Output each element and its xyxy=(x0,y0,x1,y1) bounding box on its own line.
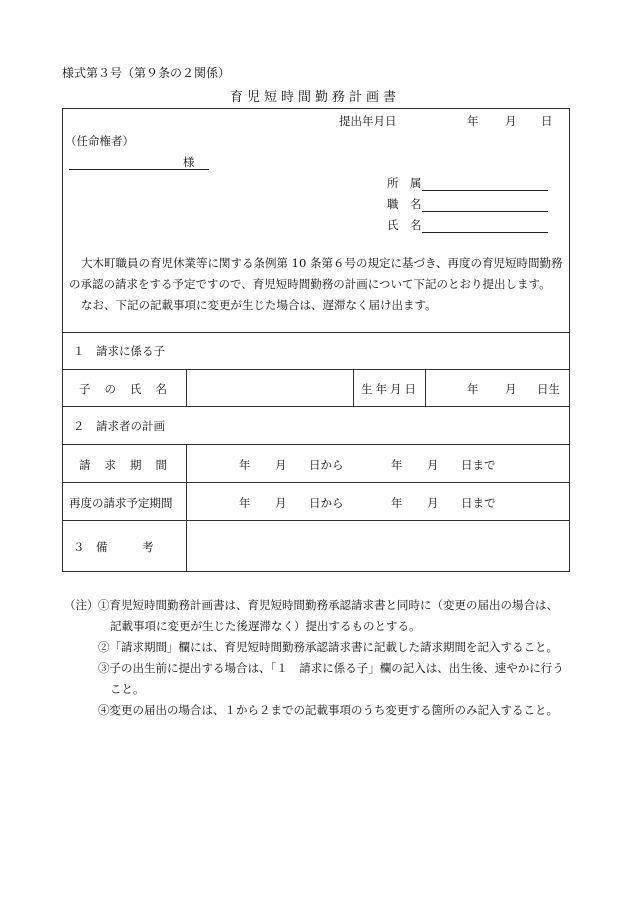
birth-year-label: 年 xyxy=(467,382,479,396)
applicant-name-label: 氏 名 xyxy=(387,218,422,232)
birth-date-label: 生年月日 xyxy=(361,382,419,396)
remarks-label: ３ 備 考 xyxy=(73,540,154,554)
form-frame xyxy=(62,108,570,572)
section1-title: １ 請求に係る子 xyxy=(73,344,165,358)
period-start-month: 月 xyxy=(275,458,287,472)
affiliation-field[interactable] xyxy=(387,175,548,191)
body-line-3: なお、下記の記載事項に変更が生じた場合は、遅滞なく届け出ます。 xyxy=(81,298,437,312)
repeat-end-month: 月 xyxy=(427,496,439,510)
note-1-line-1: ①育児短時間勤務計画書は、育児短時間勤務承認請求書と同時に（変更の届出の場合は、 xyxy=(98,598,558,612)
submission-day-label: 日 xyxy=(541,114,553,128)
repeat-request-period-label: 再度の請求予定期間 xyxy=(69,496,173,510)
note-3-line-2: こと。 xyxy=(110,682,145,696)
period-end-year: 年 xyxy=(391,458,403,472)
document-title: 育児短時間勤務計画書 xyxy=(229,90,400,105)
note-2: ②「請求期間」欄には、育児短時間勤務承認請求書に記載した請求期間を記入すること。 xyxy=(98,640,558,654)
repeat-start-year: 年 xyxy=(239,496,251,510)
birth-day-label: 日生 xyxy=(537,382,560,396)
repeat-start-month: 月 xyxy=(275,496,287,510)
child-name-label: 子の氏名 xyxy=(79,382,181,396)
applicant-name-field[interactable] xyxy=(387,217,548,233)
period-end-month: 月 xyxy=(427,458,439,472)
period-start-day: 日から xyxy=(309,458,344,472)
addressee-field[interactable] xyxy=(69,154,209,170)
body-line-2: の承認の請求をする予定ですので、育児短時間勤務の計画について下記のとおり提出します。 xyxy=(69,277,551,291)
remarks-input-cell[interactable] xyxy=(187,521,568,571)
position-field[interactable] xyxy=(387,196,548,212)
note-3-line-1: ③子の出生前に提出する場合は、「１ 請求に係る子」欄の記入は、出生後、速やかに行う xyxy=(98,661,564,675)
request-period-label: 請求期間 xyxy=(79,458,181,472)
form-number: 様式第３号（第９条の２関係） xyxy=(62,66,231,80)
affiliation-label: 所 属 xyxy=(387,176,422,190)
submission-year-label: 年 xyxy=(467,114,479,128)
appointing-authority-label: （任命権者） xyxy=(65,134,134,148)
child-name-input-cell[interactable] xyxy=(187,370,352,405)
body-line-1: 大木町職員の育児休業等に関する条例第 10 条第６号の規定に基づき、再度の育児短時間勤務 xyxy=(81,256,563,270)
birth-month-label: 月 xyxy=(505,382,517,396)
submission-month-label: 月 xyxy=(505,114,517,128)
notes-prefix: （注） xyxy=(64,598,99,612)
addressee-honorific: 様 xyxy=(183,155,209,170)
repeat-start-day: 日から xyxy=(309,496,344,510)
repeat-end-year: 年 xyxy=(391,496,403,510)
submission-date-label: 提出年月日 xyxy=(339,114,397,128)
period-start-year: 年 xyxy=(239,458,251,472)
repeat-end-day: 日まで xyxy=(461,496,496,510)
section2-title: ２ 請求者の計画 xyxy=(73,419,165,433)
position-label: 職 名 xyxy=(387,197,422,211)
note-4: ④変更の届出の場合は、１から２までの記載事項のうち変更する箇所のみ記入すること。 xyxy=(98,703,558,717)
note-1-line-2: 記載事項に変更が生じた後遅滞なく）提出するものとする。 xyxy=(110,619,421,633)
period-end-day: 日まで xyxy=(461,458,496,472)
